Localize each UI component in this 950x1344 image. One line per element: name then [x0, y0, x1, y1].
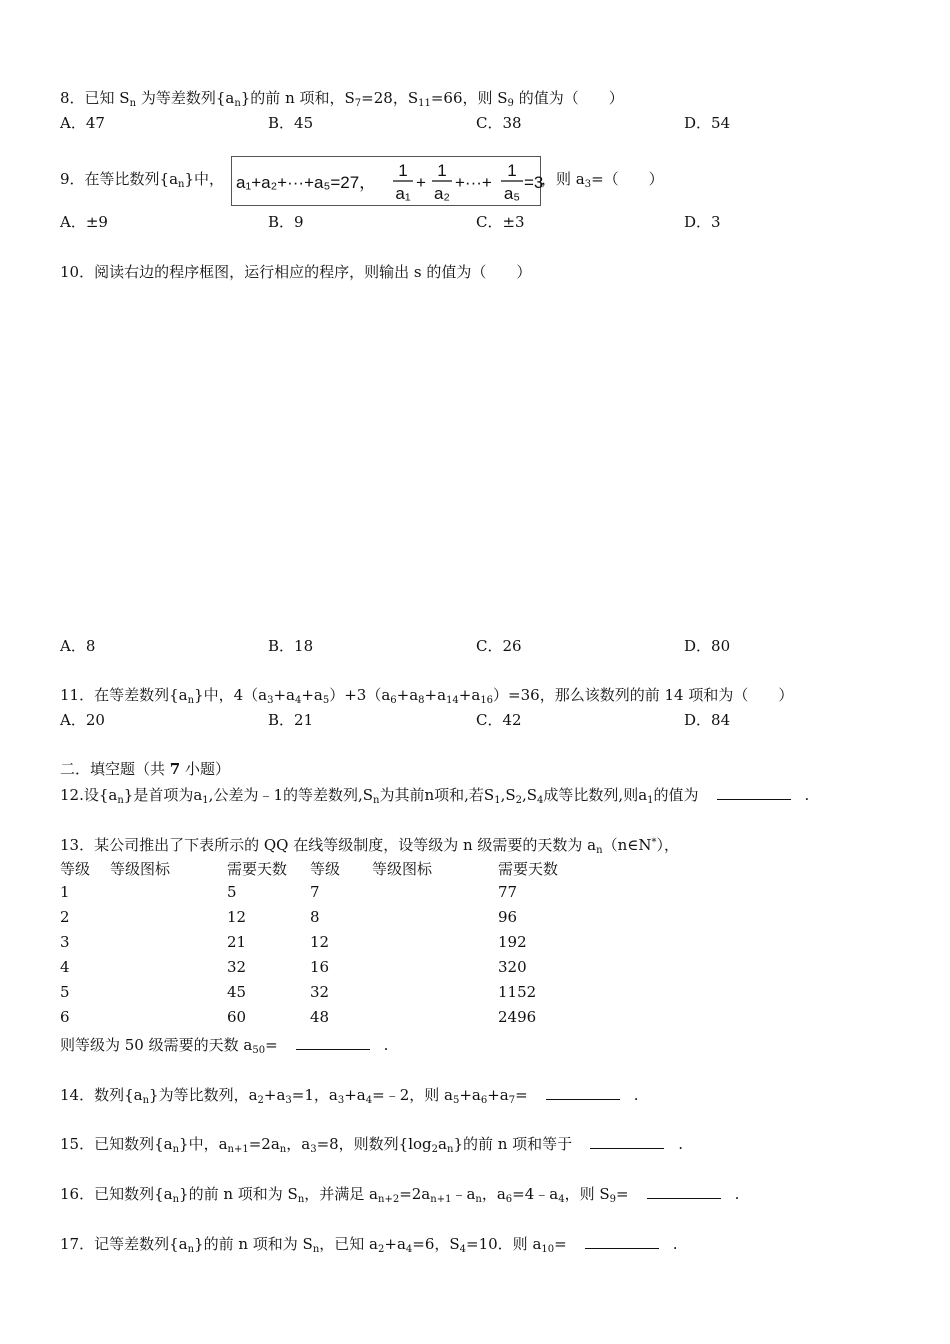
table-cell: 2: [60, 908, 70, 926]
formula-frac2-den: a₂: [433, 184, 451, 203]
answer-blank: [590, 1136, 664, 1149]
table-cell: 16: [310, 958, 330, 976]
q8-option-a: A．47: [60, 114, 105, 132]
table-cell: 77: [498, 883, 518, 901]
table-cell: 1152: [498, 983, 537, 1001]
table-cell: 8: [310, 908, 320, 926]
table-cell: 5: [60, 983, 70, 1001]
table-cell: 60: [227, 1008, 247, 1026]
question-12-stem: 12.设$\{a_n\}$是首项为$a_1$,公差为﹣1的等差数列$,S_n$为其前n项和,若$S_1,S_2,S_4$成等比数列,则$a_1$的值为 .: [60, 786, 810, 806]
question-13-stem: 13．某公司推出了下表所示的 QQ 在线等级制度，设等级为 n 级需要的天数为 $a_n(n\in N^*)$，: [60, 836, 679, 856]
question-15-stem: 15．已知数列$\{a_n\}$中，$a_{n+1}=2a_n$，$a_3=8$，则数列$\{\log_2a_n\}$的前 n 项和等于 .: [60, 1135, 683, 1155]
formula-frac1-den: a₁: [395, 184, 411, 203]
table-cell: 32: [227, 958, 247, 976]
q10-option-a: A．8: [60, 637, 96, 655]
formula-sum-term: a₁+a₂+···+a₅=27，: [236, 173, 377, 192]
question-11-stem: 11．在等差数列$\{a_n\}$中，$4(a_3+a_4+a_5)+3(a_6+a_8+a_{14}+a_{16})=36$，那么该数列的前 14 项和为（ ）: [60, 686, 794, 706]
formula-frac3-den: a₅: [503, 184, 521, 203]
table-cell: 96: [498, 908, 518, 926]
q11-option-d: D．84: [684, 711, 731, 729]
question-16-stem: 16．已知数列$\{a_n\}$的前 n 项和为 $S_n$，并满足 $a_{n+2}=2a_{n+1}﹣a_n$，$a_6=4﹣a_4$，则 $S_9=$ .: [60, 1185, 740, 1205]
answer-blank: [296, 1037, 370, 1050]
question-17-stem: 17．记等差数列$\{a_n\}$的前 n 项和为 $S_n$，已知 $a_2+a_4=6$，$S_4=10$．则 $a_{10}=$ .: [60, 1235, 678, 1255]
answer-blank: [717, 787, 791, 800]
table-cell: 12: [310, 933, 330, 951]
table-cell: 1: [60, 883, 70, 901]
table-cell: 7: [310, 883, 320, 901]
formula-frac2-num: 1: [437, 161, 447, 180]
section-heading: 二．填空题（共 7 小题）: [60, 760, 230, 778]
question-8-stem: 8．已知 $S_n$ 为等差数列$\{a_n\}$的前 n 项和，$S_7=28$，$S_{11}=66$，则 $S_9$ 的值为（ ）: [60, 89, 624, 109]
table-header: 等级: [310, 860, 341, 878]
formula-frac1-num: 1: [398, 161, 408, 180]
table-cell: 3: [60, 933, 70, 951]
q8-option-d: D．54: [684, 114, 731, 132]
table-cell: 48: [310, 1008, 330, 1026]
q10-option-c: C．26: [476, 637, 522, 655]
answer-blank: [546, 1087, 620, 1100]
answer-blank: [585, 1236, 659, 1249]
table-cell: 5: [227, 883, 237, 901]
q9-option-c: C．±3: [476, 213, 525, 231]
q11-option-b: B．21: [268, 711, 314, 729]
table-cell: 45: [227, 983, 247, 1001]
q9-option-d: D．3: [684, 213, 721, 231]
table-header: 需要天数: [498, 860, 559, 878]
formula-plus: +: [416, 173, 426, 192]
table-cell: 2496: [498, 1008, 537, 1026]
table-cell: 32: [310, 983, 330, 1001]
formula-frac3-num: 1: [507, 161, 517, 180]
q8-option-b: B．45: [268, 114, 314, 132]
formula-equals: =3: [524, 173, 544, 192]
q11-option-a: A．20: [60, 711, 105, 729]
q9-option-b: B．9: [268, 213, 304, 231]
q10-option-b: B．18: [268, 637, 314, 655]
q9-option-a: A．±9: [60, 213, 108, 231]
table-cell: 4: [60, 958, 70, 976]
answer-blank: [647, 1186, 721, 1199]
question-14-stem: 14．数列$\{a_n\}$为等比数列，$a_2+a_3=1$，$a_3+a_4=﹣2$，则 $a_5+a_6+a_7=$ .: [60, 1086, 639, 1106]
question-10-stem: 10．阅读右边的程序框图，运行相应的程序，则输出 s 的值为（ ）: [60, 263, 532, 281]
table-cell: 21: [227, 933, 247, 951]
q10-option-d: D．80: [684, 637, 731, 655]
table-cell: 320: [498, 958, 527, 976]
table-cell: 6: [60, 1008, 70, 1026]
question-9-stem: 9．在等比数列$\{a_n\}$中，: [60, 170, 225, 190]
table-header: 等级: [60, 860, 91, 878]
question-13-tail: 则等级为 50 级需要的天数 $a_{50}=$ .: [60, 1036, 389, 1056]
table-header: 等级图标: [110, 860, 171, 878]
q9-formula-image: [231, 156, 544, 206]
table-cell: 12: [227, 908, 247, 926]
table-header: 等级图标: [372, 860, 433, 878]
table-cell: 192: [498, 933, 527, 951]
question-9-stem-tail: ，则 $a_3=$（ ）: [541, 170, 664, 190]
table-header: 需要天数: [227, 860, 288, 878]
q11-option-c: C．42: [476, 711, 522, 729]
formula-dots: +···+: [455, 173, 492, 192]
q8-option-c: C．38: [476, 114, 522, 132]
